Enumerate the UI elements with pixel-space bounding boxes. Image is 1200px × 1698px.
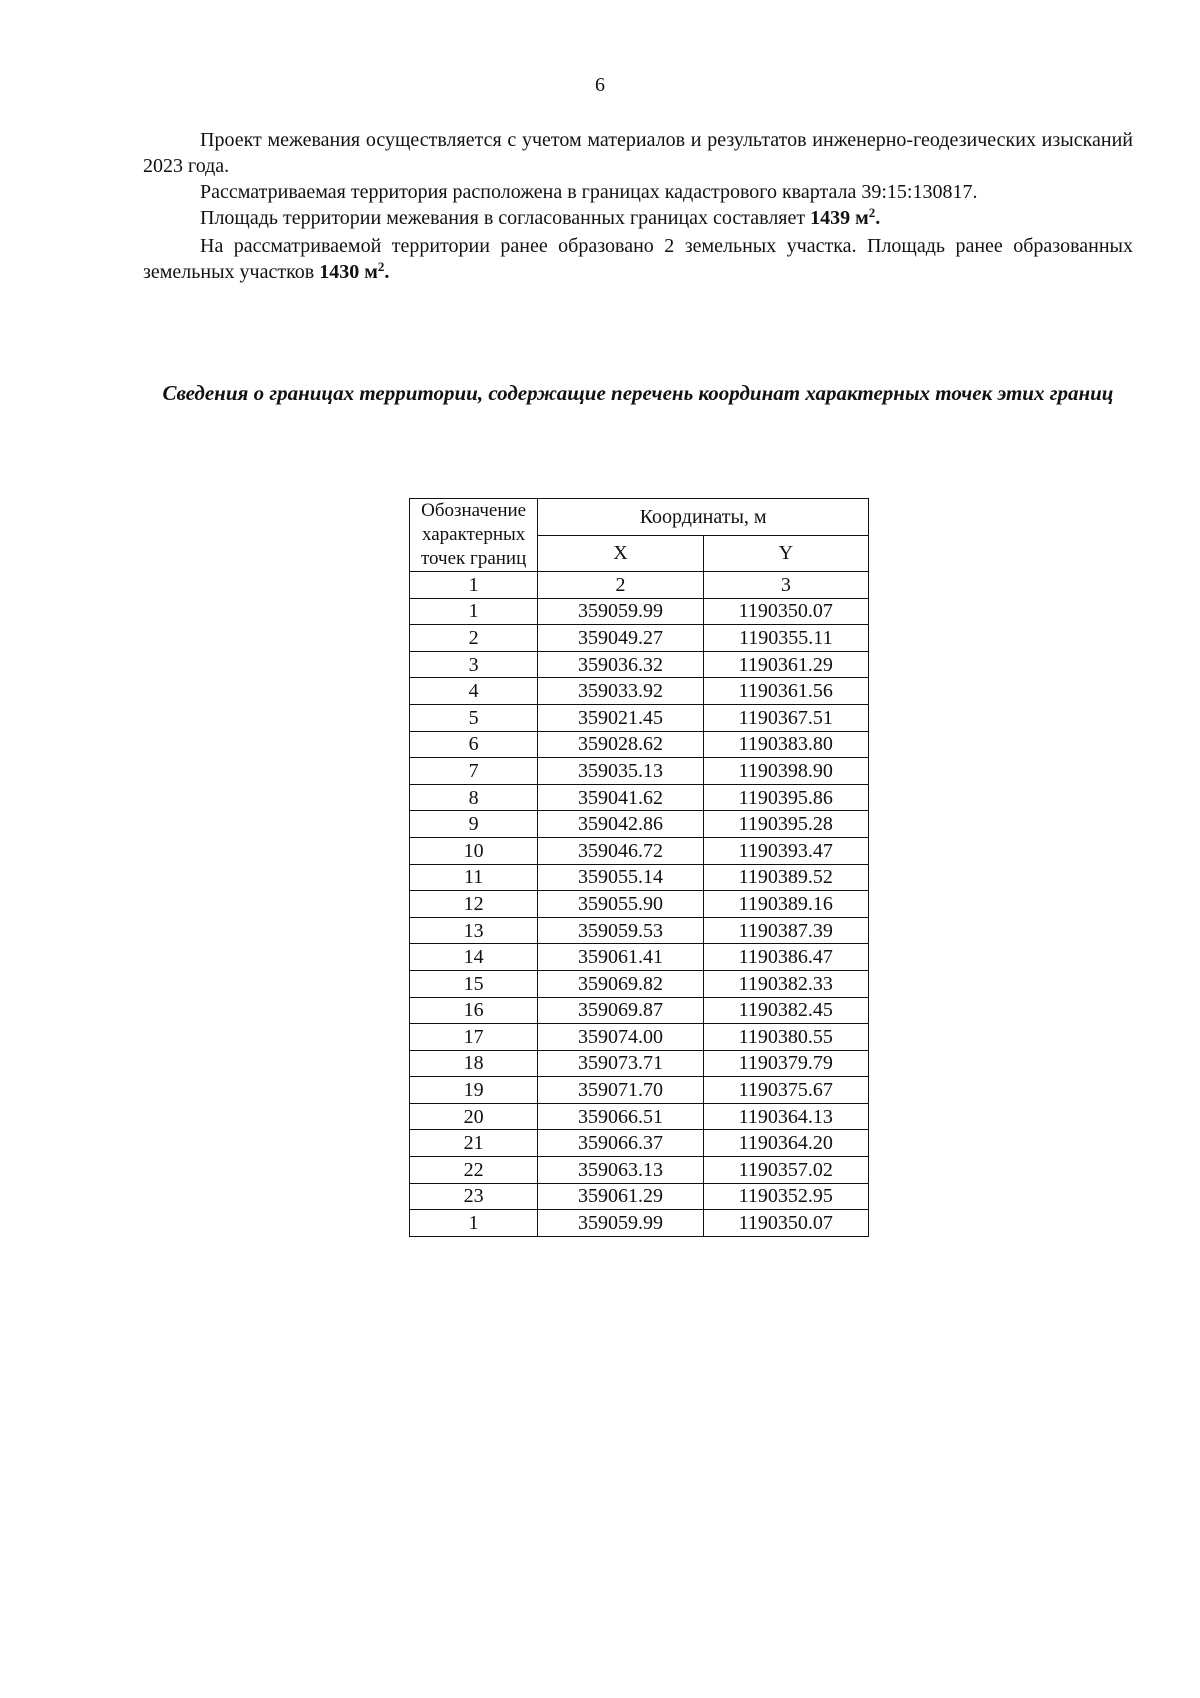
table-row [410, 917, 869, 944]
x-coordinate-cell: 359055.90 [538, 891, 703, 918]
point-number-cell: 19 [410, 1077, 538, 1104]
x-coordinate-cell: 359069.87 [538, 997, 703, 1024]
table-row [410, 811, 869, 838]
point-number-cell: 9 [410, 811, 538, 838]
point-number-cell: 21 [410, 1130, 538, 1157]
x-coordinate-cell: 359049.27 [538, 625, 703, 652]
y-coordinate-cell: 1190380.55 [703, 1024, 868, 1051]
y-coordinate-cell: 1190389.16 [703, 891, 868, 918]
paragraph-1 [143, 127, 1133, 179]
coordinates-header: Координаты, м [538, 499, 869, 536]
x-coordinate-cell: 359073.71 [538, 1050, 703, 1077]
y-coordinate-cell: 1190395.86 [703, 784, 868, 811]
point-number-cell: 20 [410, 1103, 538, 1130]
x-coordinate-cell: 359069.82 [538, 970, 703, 997]
page-number: 6 [595, 74, 605, 96]
x-coordinate-cell: 359042.86 [538, 811, 703, 838]
table-row [410, 1183, 869, 1210]
point-number-cell: 18 [410, 1050, 538, 1077]
paragraph-4-text: На рассматриваемой территории ранее образовано 2 земельных участка. Площадь ранее образованных земельных участков [143, 235, 1133, 283]
table-row [410, 784, 869, 811]
table-row [410, 997, 869, 1024]
designation-header: Обозначение характерных точек границ [410, 499, 538, 572]
table-row [410, 1103, 869, 1130]
y-coordinate-cell: 1190352.95 [703, 1183, 868, 1210]
y-coordinate-cell: 1190357.02 [703, 1157, 868, 1184]
point-number-cell: 6 [410, 731, 538, 758]
table-row [410, 970, 869, 997]
y-coordinate-cell: 1190361.56 [703, 678, 868, 705]
x-coordinate-cell: 359046.72 [538, 837, 703, 864]
table-row [410, 731, 869, 758]
table-row [410, 864, 869, 891]
y-coordinate-cell: 1190375.67 [703, 1077, 868, 1104]
table-row [410, 625, 869, 652]
y-header: Y [703, 535, 868, 572]
territory-area-value: 1439 $м^2$. [810, 205, 881, 229]
table-row [410, 1157, 869, 1184]
point-number-cell: 1 [410, 1210, 538, 1237]
point-number-cell: 10 [410, 837, 538, 864]
point-number-cell: 8 [410, 784, 538, 811]
y-coordinate-cell: 1190383.80 [703, 731, 868, 758]
point-number-cell: 15 [410, 970, 538, 997]
y-coordinate-cell: 1190364.13 [703, 1103, 868, 1130]
x-coordinate-cell: 359061.29 [538, 1183, 703, 1210]
y-coordinate-cell: 1190382.33 [703, 970, 868, 997]
paragraph-3 [143, 205, 1133, 233]
y-coordinate-cell: 1190389.52 [703, 864, 868, 891]
point-number-cell: 4 [410, 678, 538, 705]
y-coordinate-cell: 1190361.29 [703, 651, 868, 678]
y-coordinate-cell: 1190386.47 [703, 944, 868, 971]
x-coordinate-cell: 359066.37 [538, 1130, 703, 1157]
x-coordinate-cell: 359063.13 [538, 1157, 703, 1184]
point-number-cell: 12 [410, 891, 538, 918]
point-number-cell: 7 [410, 758, 538, 785]
table-row [410, 678, 869, 705]
x-coordinate-cell: 359059.99 [538, 1210, 703, 1237]
point-number-cell: 22 [410, 1157, 538, 1184]
y-coordinate-cell: 1190398.90 [703, 758, 868, 785]
x-coordinate-cell: 359071.70 [538, 1077, 703, 1104]
section-heading: Сведения о границах территории, содержащие перечень координат характерных точек этих границ [162, 381, 1114, 405]
x-coordinate-cell: 359028.62 [538, 731, 703, 758]
paragraph-1-text: Проект межевания осуществляется с учетом материалов и результатов инженерно-геодезических изысканий 2023 года. [143, 129, 1133, 177]
x-coordinate-cell: 359059.53 [538, 917, 703, 944]
table-row [410, 1024, 869, 1051]
plots-area-value: 1430 $м^2$. [319, 259, 390, 283]
table-row [410, 704, 869, 731]
y-coordinate-cell: 1190382.45 [703, 997, 868, 1024]
paragraph-2 [143, 179, 1133, 205]
coordinates-table-body [410, 598, 869, 1236]
point-number-cell: 14 [410, 944, 538, 971]
x-coordinate-cell: 359041.62 [538, 784, 703, 811]
table-row [410, 1077, 869, 1104]
point-number-cell: 3 [410, 651, 538, 678]
table-row [410, 758, 869, 785]
point-number-cell: 5 [410, 704, 538, 731]
table-row [410, 598, 869, 625]
y-coordinate-cell: 1190387.39 [703, 917, 868, 944]
point-number-cell: 17 [410, 1024, 538, 1051]
y-coordinate-cell: 1190350.07 [703, 598, 868, 625]
x-coordinate-cell: 359059.99 [538, 598, 703, 625]
x-coordinate-cell: 359021.45 [538, 704, 703, 731]
point-number-cell: 23 [410, 1183, 538, 1210]
y-coordinate-cell: 1190350.07 [703, 1210, 868, 1237]
x-coordinate-cell: 359036.32 [538, 651, 703, 678]
y-coordinate-cell: 1190367.51 [703, 704, 868, 731]
table-row [410, 1050, 869, 1077]
x-coordinate-cell: 359035.13 [538, 758, 703, 785]
table-row [410, 891, 869, 918]
x-coordinate-cell: 359061.41 [538, 944, 703, 971]
paragraph-4 [143, 233, 1133, 287]
x-coordinate-cell: 359066.51 [538, 1103, 703, 1130]
table-row [410, 651, 869, 678]
point-number-cell: 1 [410, 598, 538, 625]
column-number-row [410, 572, 869, 599]
point-number-cell: 2 [410, 625, 538, 652]
x-header: X [538, 535, 703, 572]
column-number: 3 [703, 572, 868, 599]
paragraph-2-text: Рассматриваемая территория расположена в границах кадастрового квартала 39:15:130817. [200, 181, 978, 203]
x-coordinate-cell: 359055.14 [538, 864, 703, 891]
column-number: 2 [538, 572, 703, 599]
paragraph-3-text: Площадь территории межевания в согласованных границах составляет [200, 207, 806, 229]
y-coordinate-cell: 1190355.11 [703, 625, 868, 652]
point-number-cell: 11 [410, 864, 538, 891]
coordinates-table [409, 498, 869, 1237]
y-coordinate-cell: 1190395.28 [703, 811, 868, 838]
x-coordinate-cell: 359074.00 [538, 1024, 703, 1051]
point-number-cell: 16 [410, 997, 538, 1024]
y-coordinate-cell: 1190393.47 [703, 837, 868, 864]
body-text [143, 127, 1133, 287]
table-row [410, 1210, 869, 1237]
column-number: 1 [410, 572, 538, 599]
y-coordinate-cell: 1190379.79 [703, 1050, 868, 1077]
table-row [410, 837, 869, 864]
table-row [410, 1130, 869, 1157]
table-row [410, 944, 869, 971]
x-coordinate-cell: 359033.92 [538, 678, 703, 705]
y-coordinate-cell: 1190364.20 [703, 1130, 868, 1157]
point-number-cell: 13 [410, 917, 538, 944]
